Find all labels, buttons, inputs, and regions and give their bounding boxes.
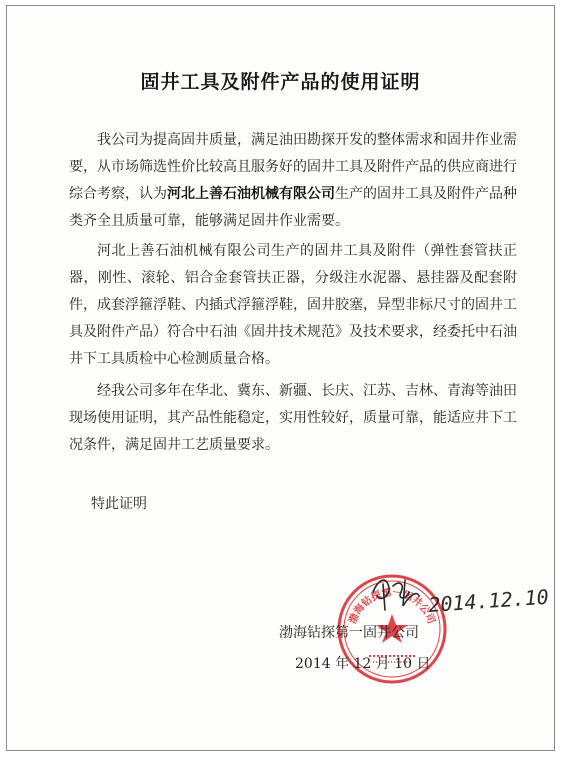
closing-statement: 特此证明 (91, 496, 147, 512)
paragraph-1-intro: 我公司为提高固井质量，满足油田勘探开发的整体需求和固井作业需要，从市场筛选性价比较高且服务好的固井工具及附件产品的供应商进行综合考察，认为 (69, 132, 517, 202)
issue-date: 2014 年 12 月 10 日 (295, 656, 431, 672)
handwritten-signature (359, 566, 549, 636)
paragraph-1 (69, 127, 517, 235)
paragraph-1-outro: 生产的固井工具及附件产品种类齐全且质量可靠，能够满足固井作业需要。 (69, 186, 517, 229)
seal-text: 渤海钻探第一固井公司 (347, 587, 437, 626)
document-title: 固井工具及附件产品的使用证明 (140, 71, 421, 93)
paragraph-3: 经我公司多年在华北、冀东、新疆、长庆、江苏、吉林、青海等油田现场使用证明，其产品性能稳定，实用性较好，质量可靠，能适应井下工况条件，满足固井工艺质量要求。 (69, 383, 517, 453)
handwritten-date: 2014.12.10 (427, 584, 549, 617)
company-name: 河北上善石油机械有限公司 (167, 186, 335, 202)
organization-name: 渤海钻探第一固井公司 (279, 625, 419, 641)
paragraph-2: 河北上善石油机械有限公司生产的固井工具及附件（弹性套管扶正器，刚性、滚轮、铝合金套管扶正器，分级注水泥器、悬挂器及配套附件，成套浮箍浮鞋、内插式浮箍浮鞋，固井胶塞，异型非标尺寸的固井工具及附件产品）符合中石油《固井技术规范》及技术要求，经委托中石油井下工具质检中心检测质量合格。 (69, 243, 517, 367)
document-page (6, 5, 555, 751)
